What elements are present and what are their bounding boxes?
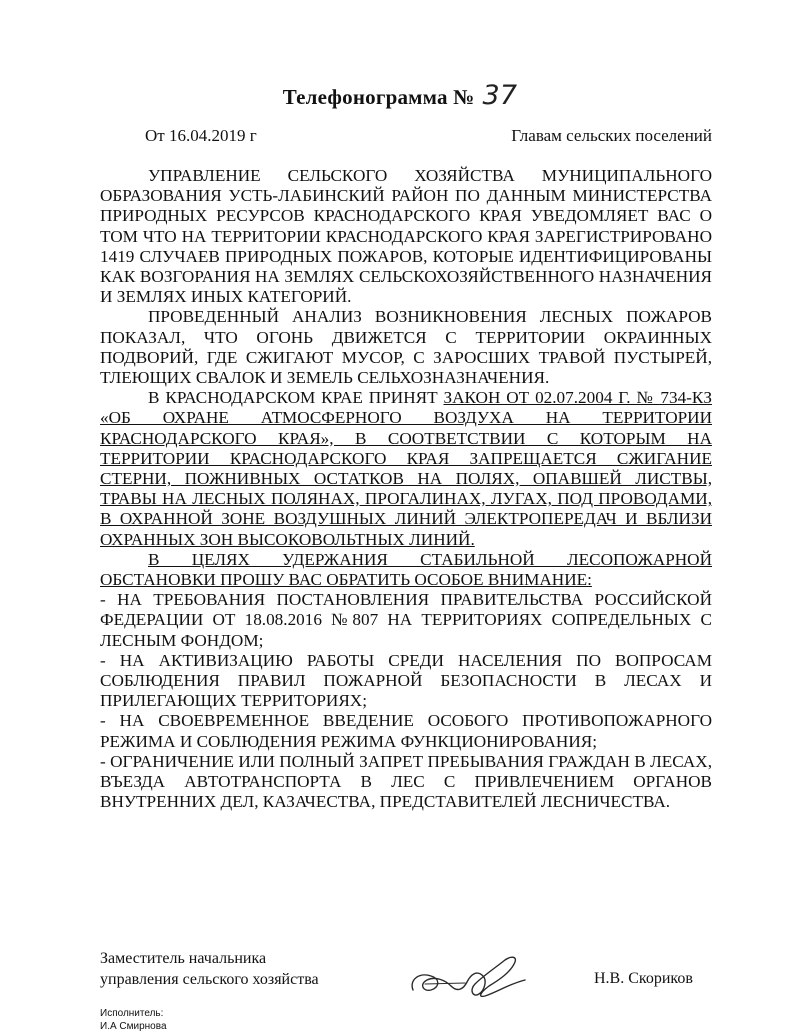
signer-name: Н.В. Скориков <box>594 970 693 987</box>
paragraph-3 <box>100 388 712 550</box>
document-date: От 16.04.2019 г <box>145 126 257 145</box>
position-line-2: управления сельского хозяйства <box>100 971 319 988</box>
paragraph-3-law-text: ЗАКОН ОТ 02.07.2004 Г. № 734-КЗ «ОБ ОХРАНЕ АТМОСФЕРНОГО ВОЗДУХА НА ТЕРРИТОРИИ КРАСНОДАРСКОГО КРАЯ», В СООТВЕТСТВИИ С КОТОРЫМ НА ТЕРРИТОРИИ КРАСНОДАРСКОГО КРАЯ ЗАПРЕЩАЕТСЯ СЖИГАНИЕ СТЕРНИ, ПОЖНИВНЫХ ОСТАТКОВ НА ПОЛЯХ, ОПАВШЕЙ ЛИСТВЫ, ТРАВЫ НА ЛЕСНЫХ ПОЛЯНАХ, ПРОГАЛИНАХ, ЛУГАХ, ПОД ПРОВОДАМИ, В ОХРАННОЙ ЗОНЕ ВОЗДУШНЫХ ЛИНИЙ ЭЛЕКТРОПЕРЕДАЧ И ВБЛИЗИ ОХРАННЫХ ЗОН ВЫСОКОВОЛЬТНЫХ ЛИНИЙ. <box>100 388 712 549</box>
executor-block <box>100 1007 167 1033</box>
executor-name: И.А Смирнова <box>100 1021 167 1032</box>
signatory-position <box>100 948 319 990</box>
document-body <box>100 166 712 813</box>
handwritten-signature <box>405 950 535 1005</box>
addressee: Главам сельских поселений <box>511 126 712 145</box>
paragraph-3-lead: В КРАСНОДАРСКОМ КРАЕ ПРИНЯТ <box>148 388 444 408</box>
list-item: - НА ТРЕБОВАНИЯ ПОСТАНОВЛЕНИЯ ПРАВИТЕЛЬСТВА РОССИЙСКОЙ ФЕДЕРАЦИИ ОТ 18.08.2016 №807 НА ТЕРРИТОРИЯХ СОПРЕДЕЛЬНЫХ С ЛЕСНЫМ ФОНДОМ; <box>100 590 712 650</box>
list-item: - НА АКТИВИЗАЦИЮ РАБОТЫ СРЕДИ НАСЕЛЕНИЯ ПО ВОПРОСАМ СОБЛЮДЕНИЯ ПРАВИЛ ПОЖАРНОЙ БЕЗОПАСНОСТИ В ЛЕСАХ И ПРИЛЕГАЮЩИХ ТЕРРИТОРИЯХ; <box>100 650 712 711</box>
document-title <box>0 80 800 111</box>
paragraph-1: УПРАВЛЕНИЕ СЕЛЬСКОГО ХОЗЯЙСТВА МУНИЦИПАЛЬНОГО ОБРАЗОВАНИЯ УСТЬ-ЛАБИНСКИЙ РАЙОН ПО ДАННЫМ МИНИСТЕРСТВА ПРИРОДНЫХ РЕСУРСОВ КРАСНОДАРСКОГО КРАЯ УВЕДОМЛЯЕТ ВАС О ТОМ ЧТО НА ТЕРРИТОРИИ КРАСНОДАРСКОГО КРАЯ ЗАРЕГИСТРИРОВАНО 1419 СЛУЧАЕВ ПРИРОДНЫХ ПОЖАРОВ, КОТОРЫЕ ИДЕНТИФИЦИРОВАНЫ КАК ВОЗГОРАНИЯ НА ЗЕМЛЯХ СЕЛЬСКОХОЗЯЙСТВЕННОГО НАЗНАЧЕНИЯ И ЗЕМЛЯХ ИНЫХ КАТЕГОРИЙ. <box>100 166 712 307</box>
paragraph-2: ПРОВЕДЕННЫЙ АНАЛИЗ ВОЗНИКНОВЕНИЯ ЛЕСНЫХ ПОЖАРОВ ПОКАЗАЛ, ЧТО ОГОНЬ ДВИЖЕТСЯ С ТЕРРИТОРИИ ОКРАИННЫХ ПОДВОРИЙ, ГДЕ СЖИГАЮТ МУСОР, С ЗАРОСШИХ ТРАВОЙ ПУСТЫРЕЙ, ТЛЕЮЩИХ СВАЛОК И ЗЕМЕЛЬ СЕЛЬХОЗНАЗНАЧЕНИЯ. <box>100 307 712 388</box>
telephonogram-number: 37 <box>482 80 518 111</box>
executor-label: Исполнитель: <box>100 1008 164 1019</box>
list-item: - ОГРАНИЧЕНИЕ ИЛИ ПОЛНЫЙ ЗАПРЕТ ПРЕБЫВАНИЯ ГРАЖДАН В ЛЕСАХ, ВЪЕЗДА АВТОТРАНСПОРТА В ЛЕС С ПРИВЛЕЧЕНИЕМ ОРГАНОВ ВНУТРЕННИХ ДЕЛ, КАЗАЧЕСТВА, ПРЕДСТАВИТЕЛЕЙ ЛЕСНИЧЕСТВА. <box>100 751 712 812</box>
list-item: - НА СВОЕВРЕМЕННОЕ ВВЕДЕНИЕ ОСОБОГО ПРОТИВОПОЖАРНОГО РЕЖИМА И СОБЛЮДЕНИЯ РЕЖИМА ФУНКЦИОНИРОВАНИЯ; <box>100 711 712 751</box>
position-line-1: Заместитель начальника <box>100 950 267 967</box>
title-text: Телефонограмма № <box>282 85 475 109</box>
paragraph-4: В ЦЕЛЯХ УДЕРЖАНИЯ СТАБИЛЬНОЙ ЛЕСОПОЖАРНОЙ ОБСТАНОВКИ ПРОШУ ВАС ОБРАТИТЬ ОСОБОЕ ВНИМАНИЕ: <box>100 549 712 590</box>
